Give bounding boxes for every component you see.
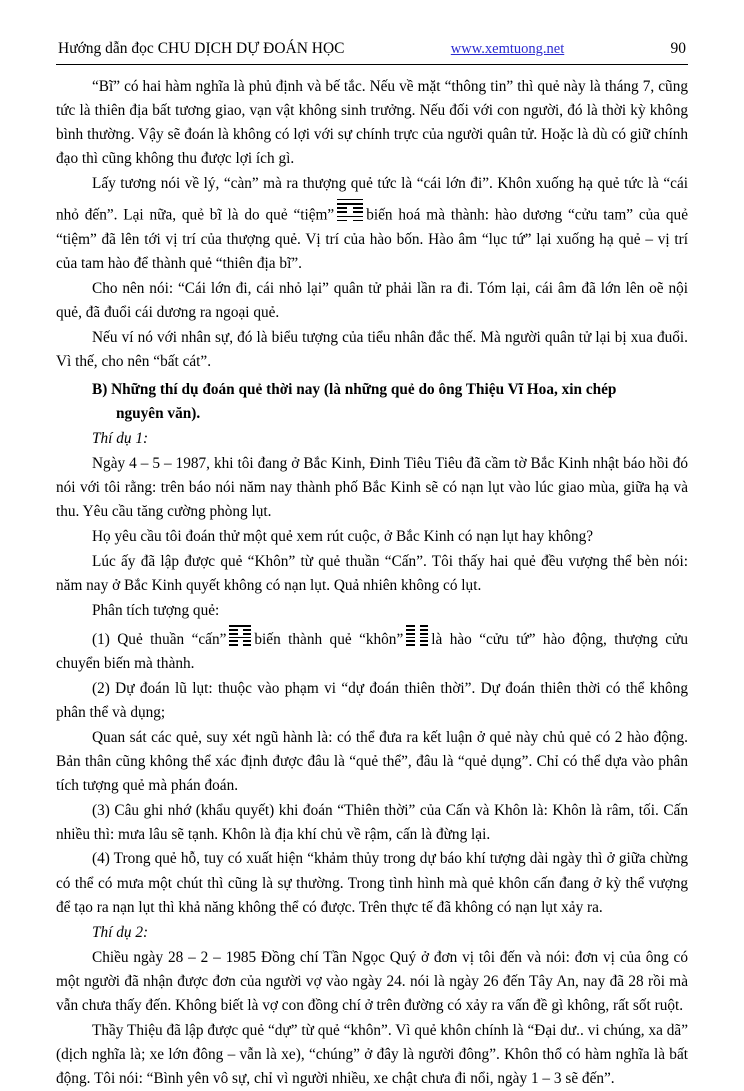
example-1-paragraph-2: Họ yêu cầu tôi đoán thử một quẻ xem rút cuộc, ở Bắc Kinh có nạn lụt hay không?	[92, 528, 594, 546]
example-1-item-1-part-c: là hào “cửu tứ” hào động, thượng cửu chuyển biến mà thành.	[56, 631, 688, 673]
example-2-paragraph-2: Thầy Thiệu đã lập được quẻ “dự” từ quẻ “khôn”. Vì quẻ khôn chính là “Đại dư.. vi chúng, xa dã” (dịch nghĩa là; xe lớn đông – vẫn là xe), “chúng” ở đây là người đông”. Khôn thổ có hàm nghĩa là bất động. Tôi nói: “Bình yên vô sự, chỉ vì người nhiều, xe chật chưa đi nổi, ngày 1 – 3 sẽ đến”.	[56, 1021, 688, 1087]
header-title-plain: Hướng dẫn đọc	[58, 40, 158, 57]
paragraph-4: Nếu ví nó với nhân sự, đó là biểu tượng của tiểu nhân đắc thế. Mà người quân tử lại bị xua đuổi. Vì thế, cho nên “bất cát”.	[56, 328, 688, 370]
header-divider	[56, 64, 688, 65]
example-1-paragraph-4: Phân tích tượng quẻ:	[92, 601, 220, 619]
example-1-item-1	[56, 623, 688, 676]
hexagram-tiem-icon	[337, 196, 363, 224]
page-body	[56, 75, 688, 1091]
paragraph-1: “Bĩ” có hai hàm nghĩa là phủ định và bế tắc. Nếu về mặt “thông tin” thì quẻ này là tháng 7, cũng tức là thiên địa bất tương giao, vạn vật không sinh trưởng. Nếu đối với con người, đó là thời kỳ không bình thường. Vậy sẽ đoán là không có lợi với sự chính trực của người quân tử. Hoặc là dù có giữ chính đạo thì cũng không thu được lợi ích gì.	[56, 78, 688, 168]
header-title-book: CHU DỊCH DỰ ĐOÁN HỌC	[157, 40, 345, 57]
page-number: 90	[670, 40, 686, 57]
header-website-link[interactable]: www.xemtuong.net	[450, 41, 565, 57]
example-1-item-4: (4) Trong quẻ hỗ, tuy có xuất hiện “khảm thủy trong dự báo khí tượng dài ngày thì ở giữa chừng có thể có mưa một chút thì cũng là sự thường. Trong tình hình mà quẻ khôn cấn đang ở kỳ thể vượng để tạo ra nạn lụt thì khả năng không thể có được. Trên thực tế đã không có nạn lụt xảy ra.	[56, 850, 688, 916]
hexagram-khon-icon	[406, 623, 428, 648]
example-1-item-3: (3) Câu ghi nhớ (khẩu quyết) khi đoán “Thiên thời” của Cấn và Khôn là: Khôn là râm, tối. Cấn nhiều thì: mưa lâu sẽ tạnh. Khôn là địa khí chủ về rậm, cấn là đừng lại.	[56, 801, 688, 843]
section-b-heading	[56, 378, 688, 426]
example-1-item-1-part-a: (1) Quẻ thuần “cấn”	[92, 631, 227, 649]
example-2-paragraph-1: Chiều ngày 28 – 2 – 1985 Đồng chí Tần Ngọc Quý ở đơn vị tôi đến và nói: đơn vị của ông có một người đã nhận được đơn của người vợ vào ngày 24. nói là ngày 26 đến Tây An, nay đã 28 rồi mà vẫn chưa thấy đến. Không biết là vợ con đồng chí ở trên đường có xảy ra vấn đề gì không, rất sốt ruột.	[56, 948, 688, 1014]
section-b-line1: B) Những thí dụ đoán quẻ thời nay (là những quẻ do ông Thiệu Vĩ Hoa, xin chép	[92, 381, 617, 399]
page-header	[56, 40, 688, 64]
hexagram-can-icon	[229, 623, 251, 648]
paragraph-2-part-a: Lấy tương nói về lý, “càn” mà ra thượng quẻ tức là “cái lớn đi”. Khôn xuống hạ quẻ tức là “cái nhỏ đến”. Lại nữa, quẻ bĩ là do quẻ “tiệm”	[56, 175, 688, 224]
example-1-label: Thí dụ 1:	[92, 430, 149, 448]
paragraph-2	[56, 172, 688, 276]
example-1-item-2: (2) Dự đoán lũ lụt: thuộc vào phạm vi “dự đoán thiên thời”. Dự đoán thiên thời có thể không phân thể và dụng;	[56, 679, 688, 721]
example-2-label: Thí dụ 2:	[92, 923, 149, 941]
paragraph-2-part-b: biến hoá mà thành: hào dương “cửu tam” của quẻ “tiệm” đã lên tới vị trí của thượng quẻ. Vị trí của hào bốn. Hào âm “lục tứ” lại xuống hạ quẻ – vị trí của tam hào để thành quẻ “thiên địa bĩ”.	[56, 207, 688, 273]
example-1-paragraph-3: Lúc ấy đã lập được quẻ “Khôn” từ quẻ thuần “Cấn”. Tôi thấy hai quẻ đều vượng thể bèn nói: năm nay ở Bắc Kinh quyết không có nạn lụt. Quả nhiên không có lụt.	[56, 552, 688, 594]
header-title	[58, 40, 345, 58]
example-1-paragraph-1: Ngày 4 – 5 – 1987, khi tôi đang ở Bắc Kinh, Đinh Tiêu Tiêu đã cầm tờ Bắc Kinh nhật báo hồi đó nói với tôi rằng: trên báo nói năm nay thành phố Bắc Kinh sẽ có nạn lụt vào lúc giao mùa, giữa hạ và thu. Yêu cầu tăng cường phòng lụt.	[56, 455, 688, 521]
example-1-item-1-part-b: biến thành quẻ “khôn”	[254, 631, 404, 649]
section-b-line2: nguyên văn).	[116, 405, 201, 423]
example-1-item-2b: Quan sát các quẻ, suy xét ngũ hành là: có thể đưa ra kết luận ở quẻ này chủ quẻ có 2 hào động. Bản thân cũng không thể xác định được đâu là “quẻ thể”, đâu là “quẻ dụng”. Chỉ có thể dựa vào phân tích tượng quẻ mà phán đoán.	[56, 728, 688, 794]
paragraph-3: Cho nên nói: “Cái lớn đi, cái nhỏ lại” quân tử phải lần ra đi. Tóm lại, cái âm đã lớn lên oẽ nội quẻ, đã đuổi cái dương ra ngoại quẻ.	[56, 279, 688, 322]
